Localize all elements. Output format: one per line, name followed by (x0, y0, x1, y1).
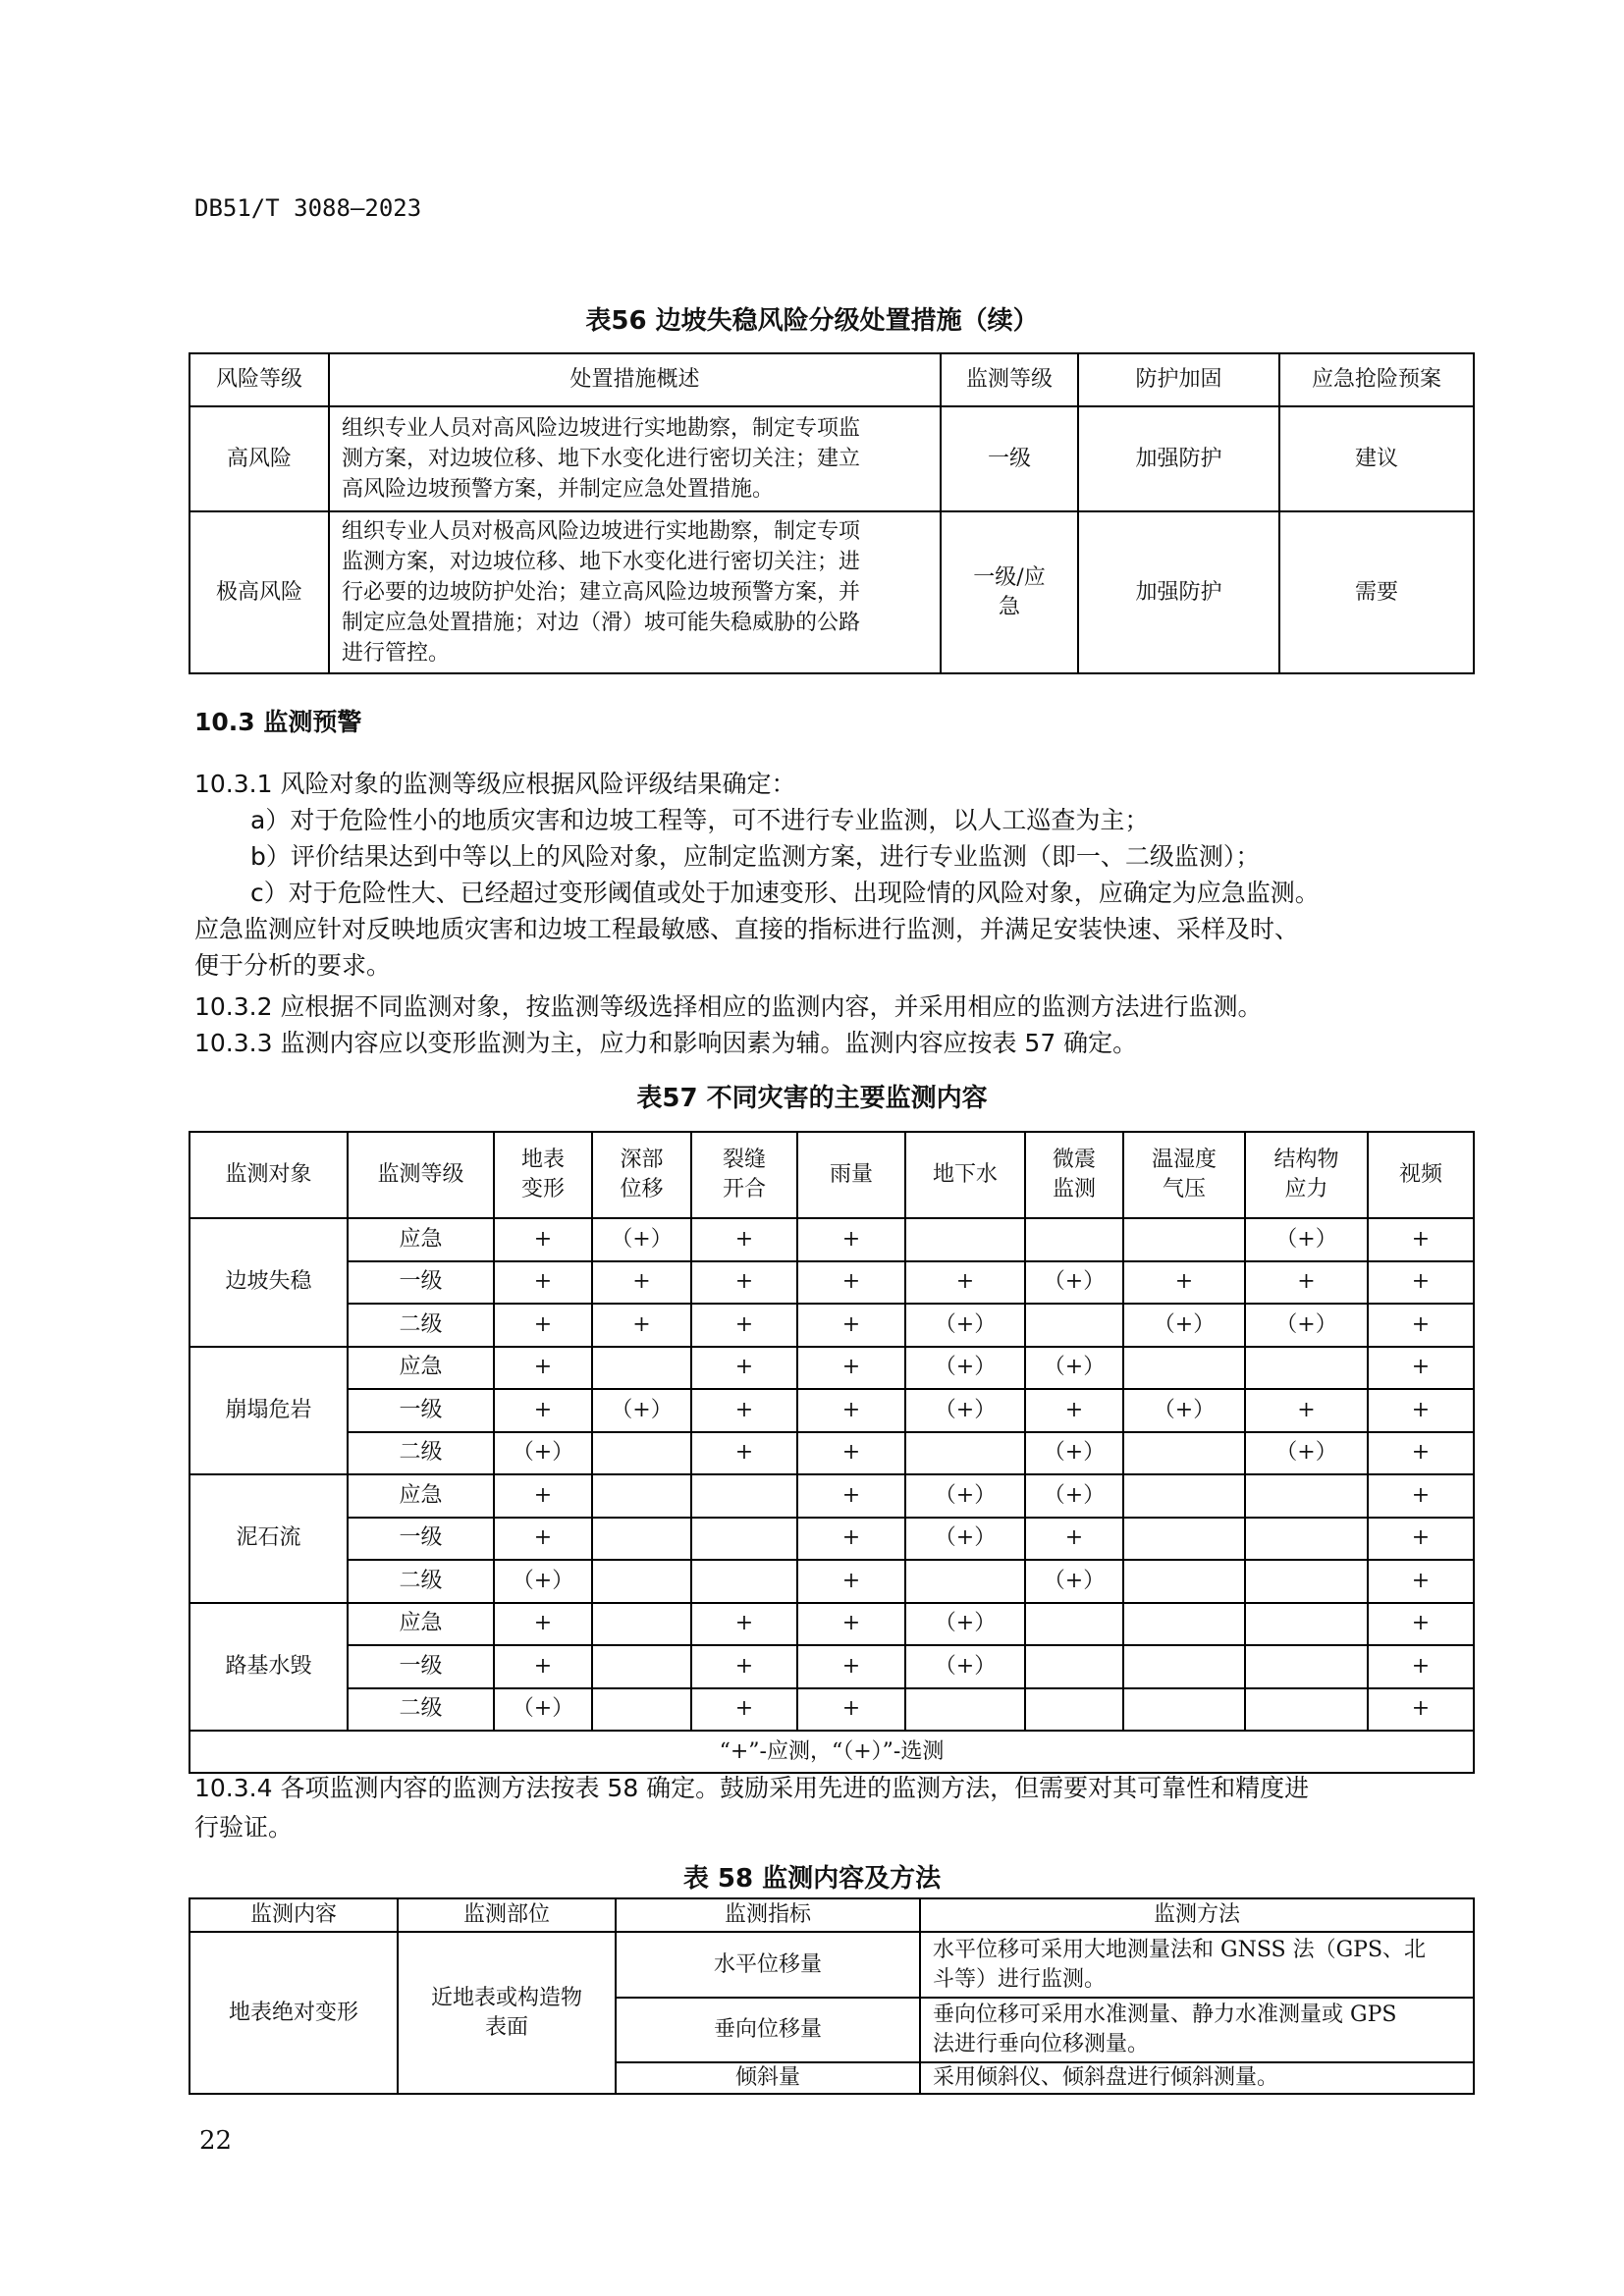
requirement-cell: + (494, 1603, 592, 1646)
monitoring-grade: 二级 (348, 1432, 494, 1475)
table57-legend: “+”-应测，“（+）”-选测 (189, 1731, 1474, 1773)
requirement-cell (1123, 1603, 1245, 1646)
protection: 加强防护 (1078, 406, 1279, 511)
requirement-cell (592, 1432, 691, 1475)
requirement-cell (1245, 1603, 1368, 1646)
requirement-cell (592, 1645, 691, 1688)
requirement-cell: （+） (1025, 1432, 1123, 1475)
requirement-cell: （+） (905, 1474, 1025, 1518)
requirement-cell: + (592, 1304, 691, 1347)
requirement-cell: + (1245, 1261, 1368, 1305)
text-line: 进行管控。 (342, 641, 451, 666)
monitoring-method (920, 2062, 1474, 2094)
monitoring-grade: 一级 (348, 1645, 494, 1688)
requirement-cell: + (691, 1432, 797, 1475)
requirement-cell (1245, 1518, 1368, 1561)
requirement-cell: + (691, 1603, 797, 1646)
monitoring-method (920, 1998, 1474, 2062)
monitoring-grade: 一级 (348, 1261, 494, 1305)
requirement-cell (1123, 1347, 1245, 1390)
requirement-cell: + (797, 1218, 905, 1261)
text-line: 法进行垂向位移测量。 (933, 2032, 1150, 2056)
requirement-cell (905, 1218, 1025, 1261)
requirement-cell (1245, 1347, 1368, 1390)
table-row (189, 1389, 1474, 1432)
requirement-cell (691, 1518, 797, 1561)
requirement-cell: + (1245, 1389, 1368, 1432)
list-item-c: c）对于危险性大、已经超过变形阈值或处于加速变形、出现险情的风险对象，应确定为应急监测。 (250, 879, 1320, 907)
table57-col-header: 裂缝 开合 (691, 1132, 797, 1218)
monitoring-object: 边坡失稳 (189, 1218, 348, 1347)
clause-10-3-2: 10.3.2 应根据不同监测对象，按监测等级选择相应的监测内容，并采用相应的监测方法进行监测。 (194, 992, 1263, 1021)
requirement-cell: + (1368, 1603, 1474, 1646)
requirement-cell (691, 1560, 797, 1603)
requirement-cell (1025, 1304, 1123, 1347)
requirement-cell (1245, 1688, 1368, 1732)
requirement-cell (691, 1474, 797, 1518)
table57-col-header: 雨量 (797, 1132, 905, 1218)
table58-col-header: 监测部位 (398, 1898, 616, 1932)
requirement-cell: + (1368, 1347, 1474, 1390)
monitoring-grade: 二级 (348, 1688, 494, 1732)
requirement-cell: + (1368, 1560, 1474, 1603)
emergency-plan: 需要 (1279, 511, 1474, 673)
requirement-cell (592, 1347, 691, 1390)
text-line: 急 (998, 594, 1020, 619)
monitoring-grade: 应急 (348, 1474, 494, 1518)
list-item-b: b）评价结果达到中等以上的风险对象，应制定监测方案，进行专业监测（即一、二级监测）； (250, 842, 1261, 871)
requirement-cell: （+） (1025, 1261, 1123, 1305)
requirement-cell: + (494, 1474, 592, 1518)
emergency-plan: 建议 (1279, 406, 1474, 511)
text-line: 水平位移可采用大地测量法和 GNSS 法（GPS、北 (933, 1937, 1427, 1962)
table58-col-header: 监测方法 (920, 1898, 1474, 1932)
requirement-cell: （+） (905, 1304, 1025, 1347)
requirement-cell: + (797, 1389, 905, 1432)
table58-header-row (189, 1898, 1474, 1932)
requirement-cell (592, 1560, 691, 1603)
table57-col-header: 温湿度 气压 (1123, 1132, 1245, 1218)
requirement-cell: + (905, 1261, 1025, 1305)
list-item-a: a）对于危险性小的地质灾害和边坡工程等，可不进行专业监测，以人工巡查为主； (250, 806, 1150, 834)
requirement-cell: + (691, 1261, 797, 1305)
text-line: 垂向位移可采用水准测量、静力水准测量或 GPS (933, 2002, 1397, 2027)
table57-body (189, 1218, 1474, 1731)
table56-header-row (189, 353, 1474, 406)
table56-col-header: 风险等级 (189, 353, 329, 406)
requirement-cell: + (797, 1432, 905, 1475)
requirement-cell: + (691, 1347, 797, 1390)
table57-legend-row (189, 1731, 1474, 1773)
requirement-cell: + (1368, 1645, 1474, 1688)
clause-10-3-3: 10.3.3 监测内容应以变形监测为主，应力和影响因素为辅。监测内容应按表 57 确定。 (194, 1029, 1138, 1057)
text-line: 监测方案，对边坡位移、地下水变化进行密切关注；进 (342, 550, 861, 574)
requirement-cell: + (691, 1645, 797, 1688)
requirement-cell (1025, 1688, 1123, 1732)
monitoring-object: 路基水毁 (189, 1603, 348, 1732)
requirement-cell (592, 1474, 691, 1518)
table58 (189, 1897, 1475, 2095)
requirement-cell: + (494, 1304, 592, 1347)
table-row (189, 1347, 1474, 1390)
monitoring-grade: 二级 (348, 1304, 494, 1347)
requirement-cell: （+） (592, 1389, 691, 1432)
text-line: 斗等）进行监测。 (933, 1966, 1107, 1992)
requirement-cell: （+） (494, 1432, 592, 1475)
clause-10-3-4-cont: 行验证。 (194, 1813, 294, 1842)
table-row (189, 1218, 1474, 1261)
table58-caption: 表 58 监测内容及方法 (682, 1864, 942, 1894)
requirement-cell: + (1368, 1389, 1474, 1432)
text-line: 组织专业人员对高风险边坡进行实地勘察，制定专项监 (342, 416, 861, 441)
monitoring-content: 地表绝对变形 (189, 1932, 398, 2094)
table-row (189, 1474, 1474, 1518)
requirement-cell: （+） (1123, 1389, 1245, 1432)
table57-col-header: 监测对象 (189, 1132, 348, 1218)
requirement-cell (1123, 1518, 1245, 1561)
text-line: 行必要的边坡防护处治；建立高风险边坡预警方案，并 (342, 580, 861, 605)
requirement-cell: （+） (1245, 1304, 1368, 1347)
table56-col-header: 监测等级 (941, 353, 1078, 406)
text-line: 采用倾斜仪、倾斜盘进行倾斜测量。 (933, 2065, 1279, 2090)
table-row (189, 1603, 1474, 1646)
requirement-cell: + (494, 1347, 592, 1390)
requirement-cell: + (1368, 1304, 1474, 1347)
text-line: 一级/应 (973, 564, 1046, 590)
table56 (189, 352, 1475, 674)
text-line: 测方案，对边坡位移、地下水变化进行密切关注；建立 (342, 447, 861, 471)
table56-col-header: 应急抢险预案 (1279, 353, 1474, 406)
table-row (189, 1304, 1474, 1347)
section-heading: 10.3 监测预警 (194, 708, 362, 736)
text-line: 制定应急处置措施；对边（滑）坡可能失稳威胁的公路 (342, 611, 861, 635)
requirement-cell: + (1368, 1688, 1474, 1732)
table57-col-header: 地下水 (905, 1132, 1025, 1218)
requirement-cell (592, 1603, 691, 1646)
requirement-cell: + (592, 1261, 691, 1305)
requirement-cell: （+） (1025, 1347, 1123, 1390)
requirement-cell: + (494, 1389, 592, 1432)
monitoring-grade: 二级 (348, 1560, 494, 1603)
table58-col-header: 监测指标 (616, 1898, 920, 1932)
requirement-cell (1123, 1474, 1245, 1518)
requirement-cell: + (494, 1518, 592, 1561)
monitoring-grade: 应急 (348, 1603, 494, 1646)
monitoring-object: 泥石流 (189, 1474, 348, 1603)
requirement-cell: + (1368, 1218, 1474, 1261)
requirement-cell: （+） (494, 1688, 592, 1732)
monitoring-method (920, 1932, 1474, 1998)
requirement-cell: （+） (905, 1389, 1025, 1432)
table-row (189, 1261, 1474, 1305)
requirement-cell: + (494, 1645, 592, 1688)
monitoring-grade (941, 511, 1078, 673)
document-number: DB51/T 3088—2023 (194, 194, 422, 222)
table-row (189, 511, 1474, 673)
requirement-cell (905, 1560, 1025, 1603)
table57-col-header: 视频 (1368, 1132, 1474, 1218)
table57-col-header: 微震 监测 (1025, 1132, 1123, 1218)
requirement-cell: （+） (1025, 1560, 1123, 1603)
requirement-cell (905, 1688, 1025, 1732)
risk-level: 高风险 (189, 406, 329, 511)
requirement-cell: + (797, 1518, 905, 1561)
requirement-cell (1245, 1474, 1368, 1518)
monitoring-grade: 一级 (348, 1389, 494, 1432)
requirement-cell (592, 1688, 691, 1732)
requirement-cell (905, 1432, 1025, 1475)
requirement-cell: （+） (1245, 1432, 1368, 1475)
requirement-cell: （+） (1245, 1218, 1368, 1261)
text-line: 高风险边坡预警方案，并制定应急处置措施。 (342, 477, 775, 502)
requirement-cell (1025, 1603, 1123, 1646)
table57-col-header: 结构物 应力 (1245, 1132, 1368, 1218)
table57-caption: 表57 不同灾害的主要监测内容 (636, 1084, 988, 1113)
requirement-cell: + (1368, 1474, 1474, 1518)
page-number: 22 (199, 2126, 233, 2156)
text-line: 表面 (484, 2014, 528, 2040)
list-item-c-cont: 应急监测应针对反映地质灾害和边坡工程最敏感、直接的指标进行监测，并满足安装快速、采样及时、 (194, 915, 1300, 943)
measures-summary (329, 511, 941, 673)
requirement-cell: + (797, 1347, 905, 1390)
requirement-cell: （+） (494, 1560, 592, 1603)
text-line: 一级 (987, 446, 1031, 471)
requirement-cell (1025, 1218, 1123, 1261)
table56-col-header: 处置措施概述 (329, 353, 941, 406)
requirement-cell (1245, 1645, 1368, 1688)
requirement-cell: + (1025, 1518, 1123, 1561)
monitoring-indicator: 水平位移量 (616, 1932, 920, 1998)
requirement-cell: + (691, 1218, 797, 1261)
monitoring-grade (941, 406, 1078, 511)
requirement-cell: + (797, 1603, 905, 1646)
requirement-cell: + (1025, 1389, 1123, 1432)
monitoring-indicator: 倾斜量 (616, 2062, 920, 2094)
requirement-cell: + (1368, 1432, 1474, 1475)
table-row (189, 1560, 1474, 1603)
table-row (189, 1932, 1474, 1998)
monitoring-indicator: 垂向位移量 (616, 1998, 920, 2062)
requirement-cell (1123, 1218, 1245, 1261)
requirement-cell (1123, 1645, 1245, 1688)
table-row (189, 1688, 1474, 1732)
table-row (189, 1432, 1474, 1475)
requirement-cell: （+） (905, 1645, 1025, 1688)
requirement-cell (1123, 1560, 1245, 1603)
monitoring-object: 崩塌危岩 (189, 1347, 348, 1475)
requirement-cell: + (494, 1218, 592, 1261)
list-item-c-cont: 便于分析的要求。 (194, 951, 392, 980)
requirement-cell: （+） (905, 1347, 1025, 1390)
table57 (189, 1131, 1475, 1774)
requirement-cell: + (797, 1304, 905, 1347)
requirement-cell: （+） (905, 1603, 1025, 1646)
requirement-cell: + (797, 1474, 905, 1518)
requirement-cell (1025, 1645, 1123, 1688)
requirement-cell (1245, 1560, 1368, 1603)
table-row (189, 406, 1474, 511)
table58-col-header: 监测内容 (189, 1898, 398, 1932)
text-line: 近地表或构造物 (430, 1985, 582, 2010)
requirement-cell: + (691, 1389, 797, 1432)
risk-level: 极高风险 (189, 511, 329, 673)
requirement-cell: + (1123, 1261, 1245, 1305)
text-line: 组织专业人员对极高风险边坡进行实地勘察，制定专项 (342, 519, 861, 544)
requirement-cell (1123, 1688, 1245, 1732)
monitoring-grade: 一级 (348, 1518, 494, 1561)
requirement-cell: + (691, 1688, 797, 1732)
monitoring-grade: 应急 (348, 1347, 494, 1390)
monitoring-location (398, 1932, 616, 2094)
requirement-cell (1123, 1432, 1245, 1475)
table56-col-header: 防护加固 (1078, 353, 1279, 406)
table56-caption: 表56 边坡失稳风险分级处置措施（续） (585, 306, 1039, 336)
clause-10-3-1: 10.3.1 风险对象的监测等级应根据风险评级结果确定： (194, 770, 796, 798)
requirement-cell: （+） (1123, 1304, 1245, 1347)
requirement-cell: （+） (592, 1218, 691, 1261)
requirement-cell: + (797, 1261, 905, 1305)
requirement-cell: + (797, 1645, 905, 1688)
requirement-cell: + (797, 1560, 905, 1603)
protection: 加强防护 (1078, 511, 1279, 673)
table57-col-header: 深部 位移 (592, 1132, 691, 1218)
table57-header-row (189, 1132, 1474, 1218)
clause-10-3-4: 10.3.4 各项监测内容的监测方法按表 58 确定。鼓励采用先进的监测方法，但需要对其可靠性和精度进 (194, 1774, 1310, 1802)
measures-summary (329, 406, 941, 511)
requirement-cell: （+） (905, 1518, 1025, 1561)
monitoring-grade: 应急 (348, 1218, 494, 1261)
table-row (189, 1645, 1474, 1688)
requirement-cell: + (1368, 1518, 1474, 1561)
requirement-cell: + (691, 1304, 797, 1347)
requirement-cell: + (797, 1688, 905, 1732)
table57-col-header: 地表 变形 (494, 1132, 592, 1218)
requirement-cell (592, 1518, 691, 1561)
table57-col-header: 监测等级 (348, 1132, 494, 1218)
requirement-cell: + (1368, 1261, 1474, 1305)
requirement-cell: + (494, 1261, 592, 1305)
table-row (189, 1518, 1474, 1561)
requirement-cell: （+） (1025, 1474, 1123, 1518)
